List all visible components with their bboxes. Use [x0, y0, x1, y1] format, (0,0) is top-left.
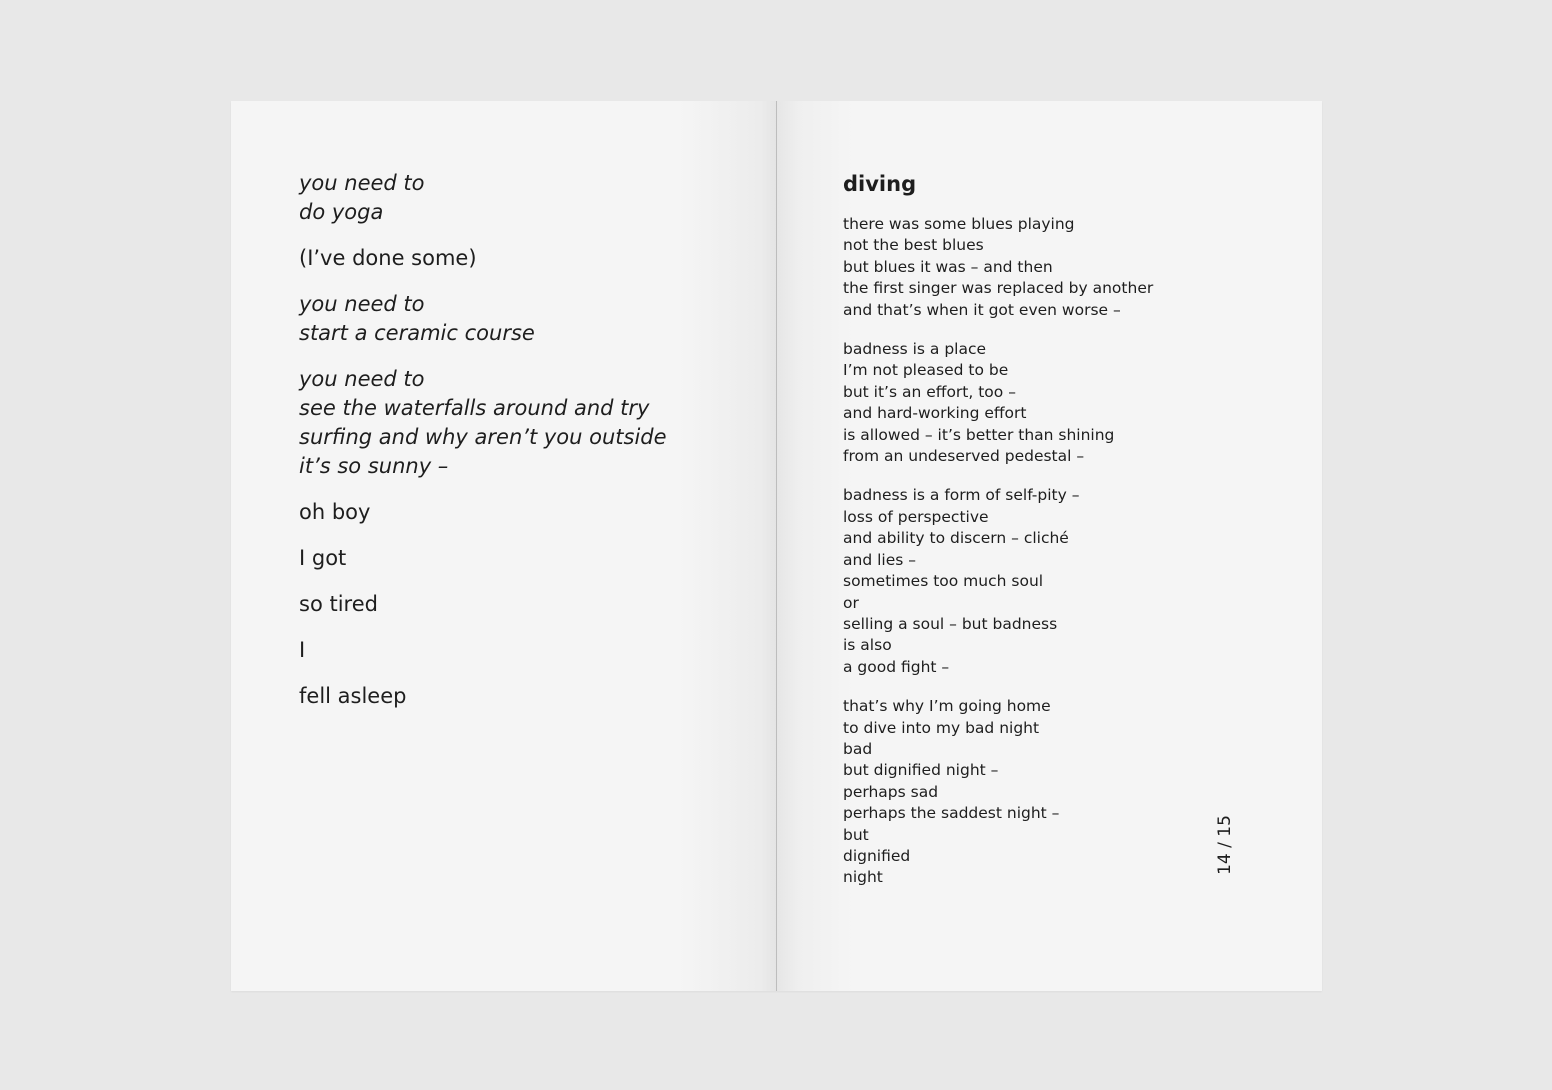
left-stanza: [299, 636, 729, 665]
poem-line: and hard-working effort: [843, 404, 1027, 423]
poem-line: but: [843, 825, 869, 844]
left-stanza: [299, 682, 729, 711]
poem-line: you need to: [299, 367, 425, 391]
poem-line: fell asleep: [299, 684, 407, 708]
book-spread: [231, 101, 1322, 991]
poem-line: perhaps the saddest night –: [843, 804, 1060, 823]
poem-line: a good fight –: [843, 657, 950, 676]
poem-line: selling a soul – but badness: [843, 614, 1058, 633]
poem-line: is allowed – it’s better than shining: [843, 425, 1115, 444]
poem-line: from an undeserved pedestal –: [843, 447, 1085, 466]
poem-line: oh boy: [299, 500, 371, 524]
poem-line: loss of perspective: [843, 507, 989, 526]
poem-line: that’s why I’m going home: [843, 697, 1051, 716]
left-stanza: [299, 544, 729, 573]
poem-line: I got: [299, 546, 347, 570]
left-stanza: [299, 498, 729, 527]
right-page: [777, 101, 1322, 991]
right-stanza: [843, 696, 1243, 889]
book-gutter: [776, 101, 777, 991]
poem-line: and ability to discern – cliché: [843, 529, 1069, 548]
left-stanza: [299, 290, 729, 348]
poem-line: perhaps sad: [843, 782, 939, 801]
poem-line: you need to: [299, 292, 425, 316]
right-stanzas: [843, 214, 1243, 889]
left-stanza: [299, 590, 729, 619]
poem-line: so tired: [299, 592, 378, 616]
poem-line: do yoga: [299, 200, 384, 224]
poem-line: see the waterfalls around and try: [299, 396, 650, 420]
poem-line: bad: [843, 739, 873, 758]
poem-line: surfing and why aren’t you outside: [299, 425, 667, 449]
left-stanza: [299, 244, 729, 273]
poem-line: it’s so sunny –: [299, 454, 449, 478]
poem-line: or: [843, 593, 859, 612]
poem-line: you need to: [299, 171, 425, 195]
poem-line: start a ceramic course: [299, 321, 535, 345]
left-stanza: [299, 169, 729, 227]
poem-line: badness is a place: [843, 340, 987, 359]
left-stanza: [299, 365, 729, 481]
poem-line: and that’s when it got even worse –: [843, 300, 1121, 319]
poem-line: (I’ve done some): [299, 246, 477, 270]
poem-line: but dignified night –: [843, 761, 999, 780]
poem-line: to dive into my bad night: [843, 718, 1040, 737]
poem-line: is also: [843, 636, 892, 655]
poem-line: not the best blues: [843, 236, 984, 255]
right-stanza: [843, 339, 1243, 467]
right-stanza: [843, 214, 1243, 321]
left-poem: [299, 169, 729, 728]
left-page: [231, 101, 777, 991]
poem-line: and lies –: [843, 550, 916, 569]
right-stanza: [843, 485, 1243, 678]
poem-line: night: [843, 868, 883, 887]
poem-line: the first singer was replaced by another: [843, 279, 1154, 298]
poem-line: there was some blues playing: [843, 215, 1075, 233]
poem-line: badness is a form of self-pity –: [843, 486, 1080, 505]
poem-line: dignified: [843, 846, 911, 865]
poem-line: sometimes too much soul: [843, 572, 1044, 591]
right-poem: [843, 171, 1243, 907]
poem-line: I’m not pleased to be: [843, 361, 1009, 380]
poem-line: but it’s an effort, too –: [843, 382, 1016, 401]
poem-title: diving: [843, 172, 917, 196]
poem-line: but blues it was – and then: [843, 257, 1053, 276]
page-number: 14 / 15: [1215, 815, 1235, 875]
poem-line: I: [299, 638, 306, 662]
